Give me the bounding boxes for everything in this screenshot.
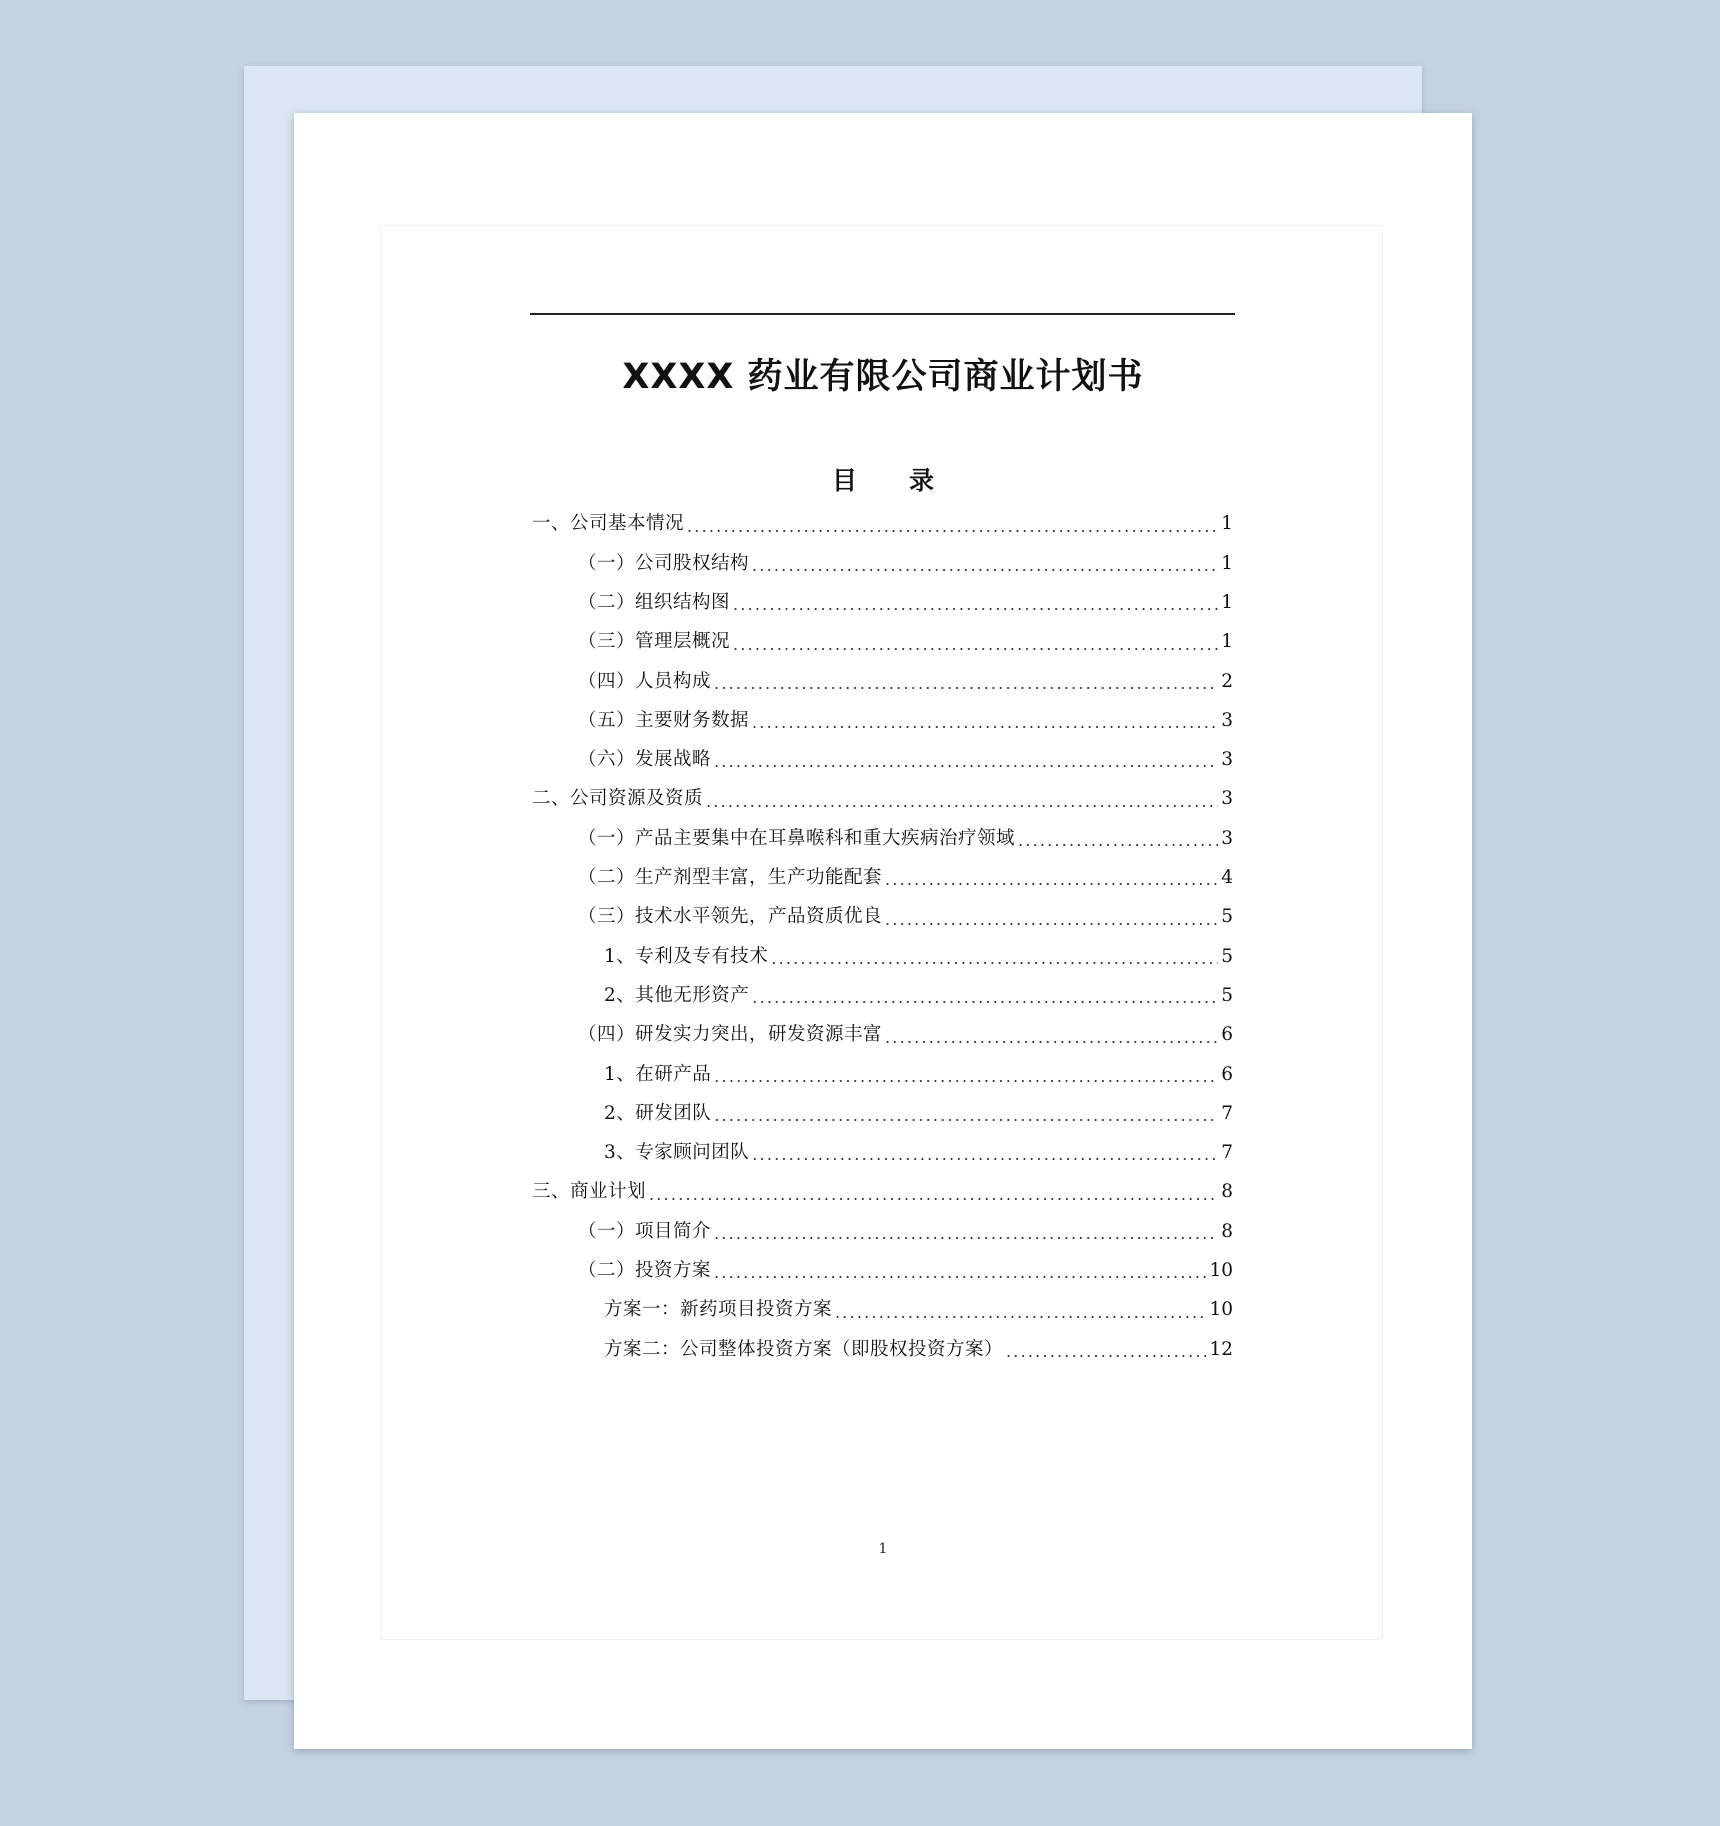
toc-entry[interactable] [532, 819, 1233, 858]
toc-entry[interactable] [532, 544, 1233, 583]
toc-entry[interactable] [532, 741, 1233, 780]
toc-leader-dots [752, 1147, 1218, 1163]
toc-entry-text: （二）生产剂型丰富，生产功能配套 [578, 867, 883, 889]
toc-leader-dots [649, 1187, 1218, 1203]
toc-entry[interactable] [532, 1055, 1233, 1094]
toc-page-number: 7 [1221, 1142, 1233, 1164]
toc-leader-dots [752, 558, 1218, 574]
toc-leader-dots [835, 1305, 1206, 1321]
document-page [294, 113, 1472, 1749]
toc-page-number: 6 [1221, 1063, 1233, 1085]
toc-page-number: 3 [1221, 749, 1233, 771]
toc-page-number: 5 [1221, 906, 1233, 928]
toc-entry[interactable] [532, 1134, 1233, 1173]
toc-entry-text: 二、公司资源及资质 [532, 788, 704, 810]
toc-entry-text: 方案一：新药项目投资方案 [604, 1299, 833, 1321]
toc-entry-text: （六）发展战略 [578, 749, 712, 771]
toc-entry[interactable] [532, 1094, 1233, 1133]
toc-page-number: 2 [1221, 670, 1233, 692]
toc-heading: 目录 [831, 466, 986, 495]
toc-entry[interactable] [532, 701, 1233, 740]
toc-leader-dots [714, 1069, 1218, 1085]
toc-entry-text: （五）主要财务数据 [578, 709, 750, 731]
toc-entry-text: （一）项目简介 [578, 1220, 712, 1242]
toc-page-number: 3 [1221, 827, 1233, 849]
toc-entry-text: （一）产品主要集中在耳鼻喉科和重大疾病治疗领域 [578, 827, 1016, 849]
toc-leader-dots [1006, 1344, 1206, 1360]
toc-entry[interactable] [532, 1016, 1233, 1055]
toc-entry[interactable] [532, 1252, 1233, 1291]
toc-leader-dots [714, 1226, 1218, 1242]
toc-leader-dots [733, 597, 1218, 613]
toc-entry[interactable] [532, 859, 1233, 898]
toc-page-number: 10 [1209, 1299, 1233, 1321]
toc-leader-dots [885, 872, 1218, 888]
toc-entry-text: （一）公司股权结构 [578, 552, 750, 574]
toc-leader-dots [752, 715, 1218, 731]
toc-page-number: 3 [1221, 709, 1233, 731]
toc-page-number: 1 [1221, 552, 1233, 574]
toc-page-number: 1 [1221, 631, 1233, 653]
toc-entry[interactable] [532, 898, 1233, 937]
toc-entry-text: 2、其他无形资产 [604, 984, 750, 1006]
toc-page-number: 8 [1221, 1220, 1233, 1242]
toc-page-number: 12 [1209, 1338, 1233, 1360]
toc-entry-text: （四）人员构成 [578, 670, 712, 692]
toc-entry[interactable] [532, 505, 1233, 544]
toc-entry-text: 2、研发团队 [604, 1102, 712, 1124]
toc-entry[interactable] [532, 623, 1233, 662]
toc-entry-text: 三、商业计划 [532, 1181, 647, 1203]
toc-page-number: 1 [1221, 513, 1233, 535]
toc-page-number: 10 [1209, 1260, 1233, 1282]
table-of-contents [532, 505, 1233, 1370]
toc-entry[interactable] [532, 662, 1233, 701]
toc-leader-dots [1018, 833, 1218, 849]
toc-entry-text: （四）研发实力突出，研发资源丰富 [578, 1024, 883, 1046]
toc-entry[interactable] [532, 780, 1233, 819]
toc-leader-dots [885, 912, 1218, 928]
toc-leader-dots [885, 1030, 1218, 1046]
toc-entry-text: 一、公司基本情况 [532, 513, 685, 535]
toc-leader-dots [714, 676, 1218, 692]
toc-entry-text: （二）组织结构图 [578, 591, 731, 613]
toc-page-number: 7 [1221, 1102, 1233, 1124]
toc-entry-text: 1、专利及专有技术 [604, 945, 769, 967]
toc-entry-text: （二）投资方案 [578, 1260, 712, 1282]
toc-page-number: 5 [1221, 945, 1233, 967]
toc-entry[interactable] [532, 1212, 1233, 1251]
toc-leader-dots [771, 951, 1218, 967]
toc-entry-text: 3、专家顾问团队 [604, 1142, 750, 1164]
toc-entry-text: （三）技术水平领先，产品资质优良 [578, 906, 883, 928]
toc-leader-dots [714, 1108, 1218, 1124]
document-title: XXXX 药业有限公司商业计划书 [622, 357, 1144, 397]
toc-entry[interactable] [532, 1173, 1233, 1212]
toc-entry[interactable] [532, 977, 1233, 1016]
toc-page-number: 1 [1221, 591, 1233, 613]
toc-page-number: 5 [1221, 984, 1233, 1006]
toc-leader-dots [752, 990, 1218, 1006]
toc-page-number: 6 [1221, 1024, 1233, 1046]
toc-page-number: 3 [1221, 788, 1233, 810]
toc-entry-text: （三）管理层概况 [578, 631, 731, 653]
toc-leader-dots [714, 1265, 1206, 1281]
toc-entry[interactable] [532, 1291, 1233, 1330]
toc-leader-dots [733, 637, 1218, 653]
page-number: 1 [878, 1541, 888, 1557]
toc-entry[interactable] [532, 937, 1233, 976]
toc-page-number: 8 [1221, 1181, 1233, 1203]
toc-entry-text: 1、在研产品 [604, 1063, 712, 1085]
toc-entry[interactable] [532, 584, 1233, 623]
toc-leader-dots [706, 794, 1218, 810]
toc-leader-dots [687, 519, 1218, 535]
toc-page-number: 4 [1221, 867, 1233, 889]
header-rule [530, 313, 1235, 315]
toc-leader-dots [714, 754, 1218, 770]
toc-entry[interactable] [532, 1330, 1233, 1369]
toc-entry-text: 方案二：公司整体投资方案（即股权投资方案） [604, 1338, 1004, 1360]
